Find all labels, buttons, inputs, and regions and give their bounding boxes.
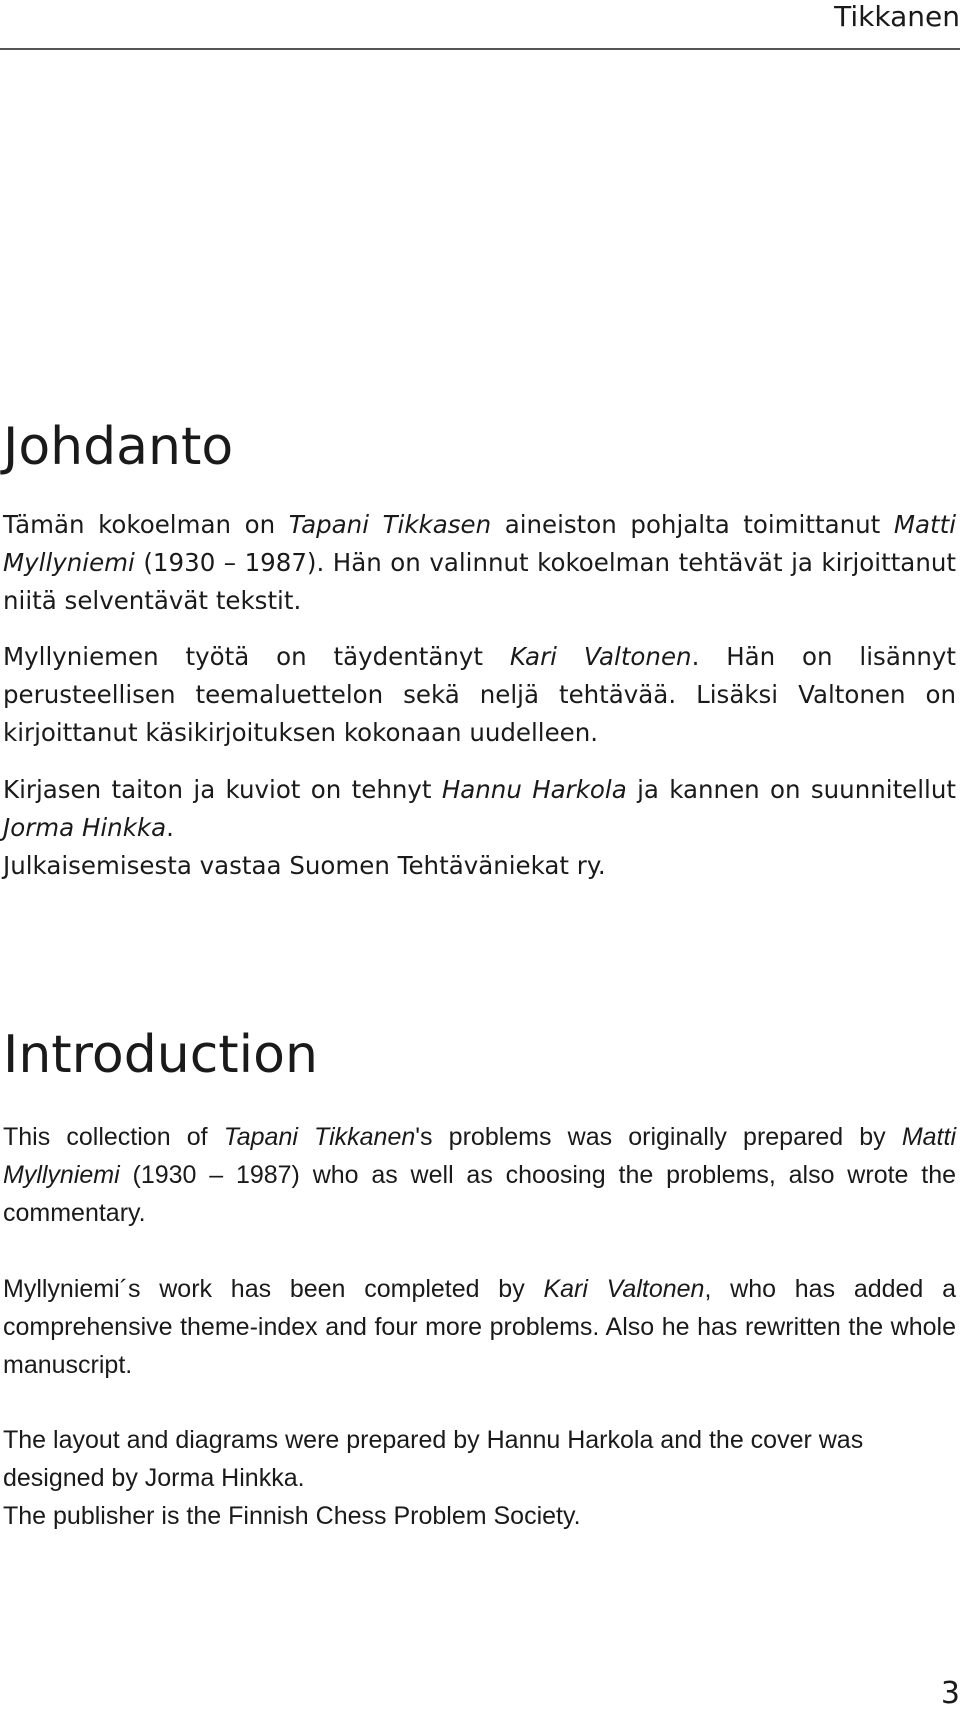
english-publisher-line: The publisher is the Finnish Chess Problem Society. <box>3 1502 581 1530</box>
english-paragraph-1: This collection of Tapani Tikkanen's problems was originally prepared by Matti Myllyniemi (1930 – 1987) who as well as choosing the problems, also wrote the commentary. <box>3 1123 957 1227</box>
finnish-paragraph-1: Tämän kokoelman on Tapani Tikkasen aineiston pohjalta toimittanut Matti Myllyniemi (1930 – 1987). Hän on valinnut kokoelman tehtävät ja kirjoittanut niitä selventävät tekstit. <box>3 510 956 615</box>
english-credits-line: The layout and diagrams were prepared by Hannu Harkola and the cover was designed by Jorma Hinkka. <box>3 1426 864 1492</box>
header-rule <box>0 48 960 50</box>
editor-name-en: Matti Myllyniemi <box>3 1123 957 1189</box>
finnish-section <box>3 417 956 477</box>
layout-designer-name: Hannu Harkola <box>441 775 627 804</box>
completer-name-en: Kari Valtonen <box>543 1275 705 1303</box>
editor-name: Matti Myllyniemi <box>3 510 956 577</box>
cover-designer-name: Jorma Hinkka <box>3 813 167 842</box>
finnish-publisher-line: Julkaisemisesta vastaa Suomen Tehtäväniekat ry. <box>3 851 606 880</box>
heading-johdanto: Johdanto <box>3 417 234 477</box>
finnish-paragraph-3: Kirjasen taiton ja kuviot on tehnyt Hannu Harkola ja kannen on suunnitellut Jorma Hinkka. Julkaisemisesta vastaa Suomen Tehtäväniekat ry. <box>3 771 956 885</box>
heading-introduction: Introduction <box>3 1025 318 1085</box>
page-number: 3 <box>940 1676 960 1711</box>
finnish-paragraph-2: Myllyniemen työtä on täydentänyt Kari Valtonen. Hän on lisännyt perusteellisen teemaluettelon sekä neljä tehtävää. Lisäksi Valtonen on kirjoittanut käsikirjoituksen kokonaan uudelleen. <box>3 642 956 747</box>
completer-name: Kari Valtonen <box>509 642 692 671</box>
author-name-en: Tapani Tikkanen <box>223 1123 416 1151</box>
english-paragraph-2: Myllyniemi´s work has been completed by Kari Valtonen, who has added a comprehensive theme-index and four more problems. Also he has rewritten the whole manuscript. <box>3 1275 956 1379</box>
running-header-title: Tikkanen <box>834 0 960 33</box>
english-section <box>3 1025 956 1085</box>
english-paragraph-3 <box>3 1421 956 1535</box>
author-name: Tapani Tikkasen <box>288 510 492 539</box>
